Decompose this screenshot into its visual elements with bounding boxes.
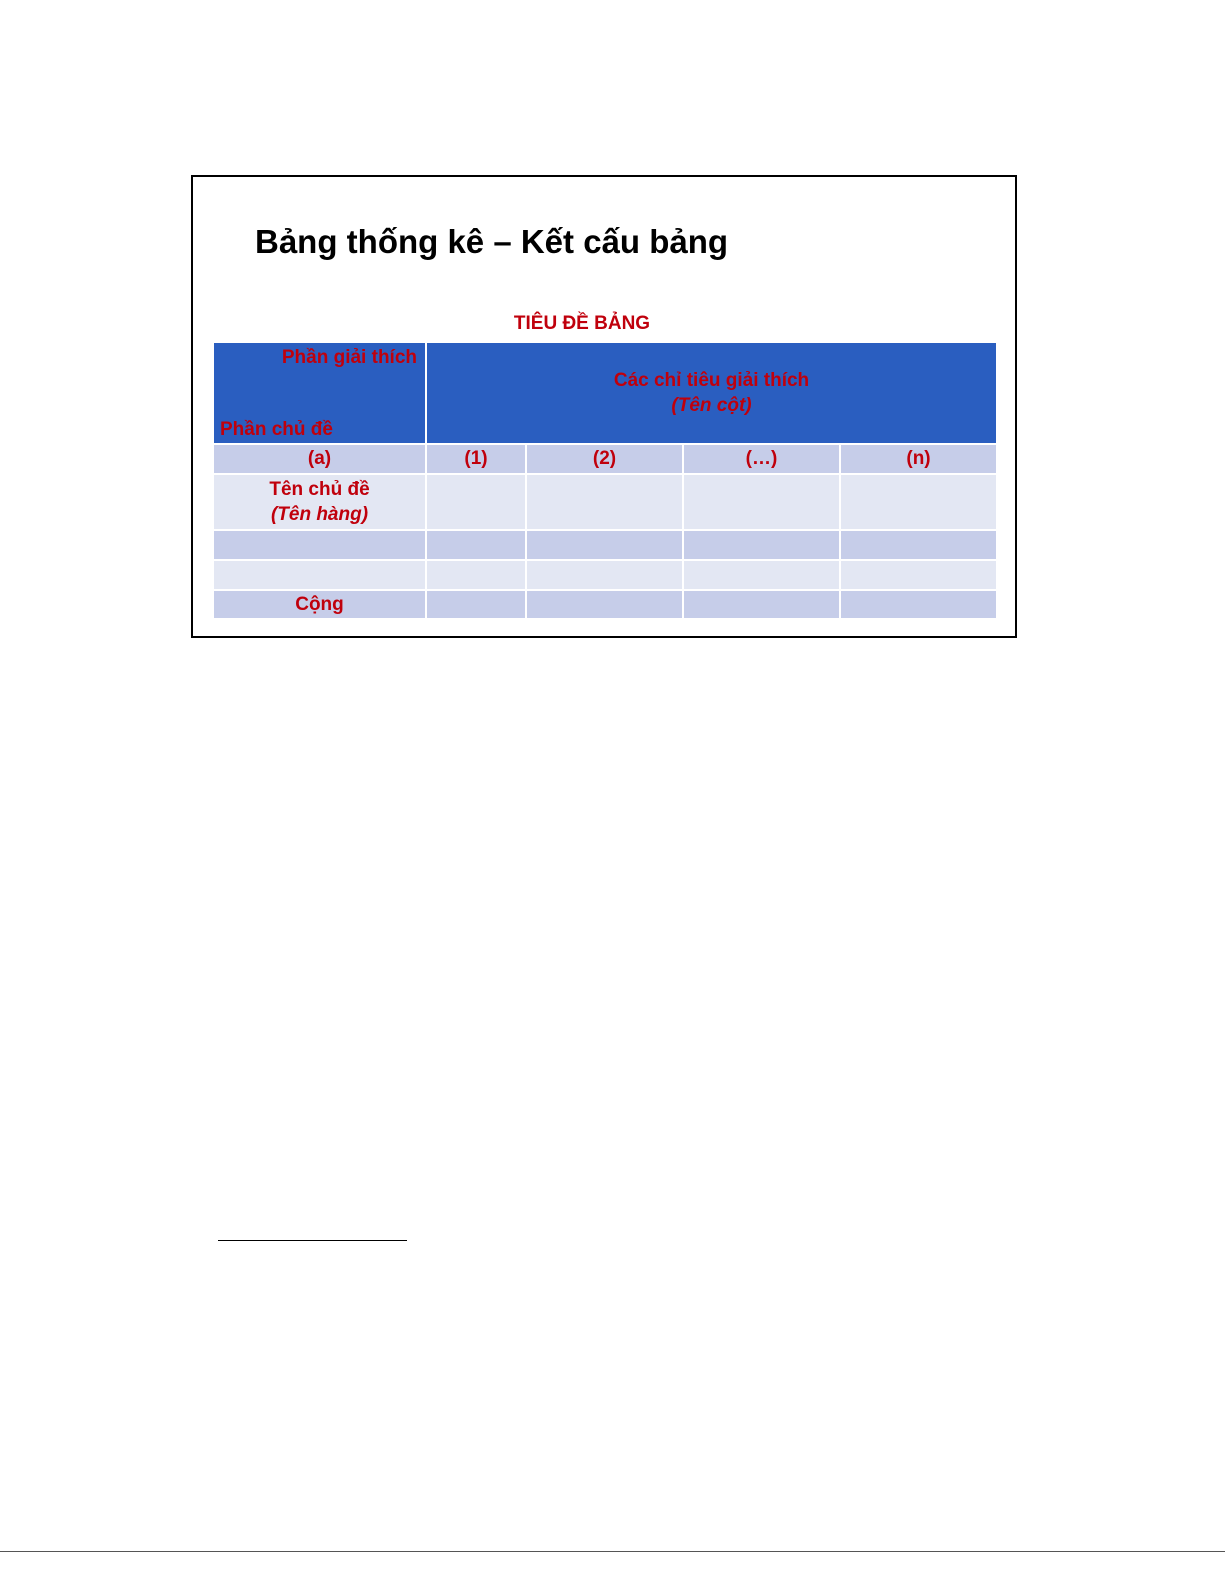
corner-top-label: Phần giải thích <box>281 347 417 368</box>
column-label: (2) <box>526 444 683 474</box>
column-label: (1) <box>426 444 526 474</box>
table-cell <box>426 530 526 560</box>
footnote-separator <box>218 1240 407 1241</box>
table-cell <box>213 560 426 590</box>
slide-frame <box>191 175 1017 638</box>
table-caption: TIÊU ĐỀ BẢNG <box>513 313 651 334</box>
table-cell <box>840 530 997 560</box>
table-row <box>213 560 997 590</box>
table-row <box>213 530 997 560</box>
column-header-main: Các chỉ tiêu giải thích <box>613 370 810 391</box>
column-label: (n) <box>840 444 997 474</box>
row-name-sublabel: (Tên hàng) <box>270 504 369 525</box>
table-cell <box>840 590 997 619</box>
slide-title: Bảng thống kê – Kết cấu bảng <box>255 223 729 260</box>
table-cell <box>213 530 426 560</box>
table-cell <box>526 560 683 590</box>
table-cell <box>683 530 840 560</box>
table-cell <box>683 590 840 619</box>
table-cell <box>526 590 683 619</box>
row-name-label: Tên chủ đề <box>269 479 370 500</box>
corner-cell <box>213 342 426 444</box>
table-cell <box>526 530 683 560</box>
page-bottom-line <box>0 1551 1225 1552</box>
column-label: (…) <box>683 444 840 474</box>
column-header-sub: (Tên cột) <box>671 395 752 416</box>
column-label-row <box>213 444 997 474</box>
total-row <box>213 590 997 619</box>
corner-bottom-label: Phần chủ đề <box>220 419 333 440</box>
total-row-label: Cộng <box>213 590 426 619</box>
table-cell <box>683 560 840 590</box>
column-label: (a) <box>213 444 426 474</box>
table-cell <box>683 474 840 530</box>
table-cell <box>526 474 683 530</box>
table-cell <box>840 474 997 530</box>
column-header-cell <box>426 342 997 444</box>
table-cell <box>426 560 526 590</box>
row-name-cell <box>213 474 426 530</box>
table-cell <box>426 474 526 530</box>
table-header-row <box>213 342 997 444</box>
table-cell <box>840 560 997 590</box>
statistical-table-layout <box>212 341 998 620</box>
table-cell <box>426 590 526 619</box>
table-row <box>213 474 997 530</box>
